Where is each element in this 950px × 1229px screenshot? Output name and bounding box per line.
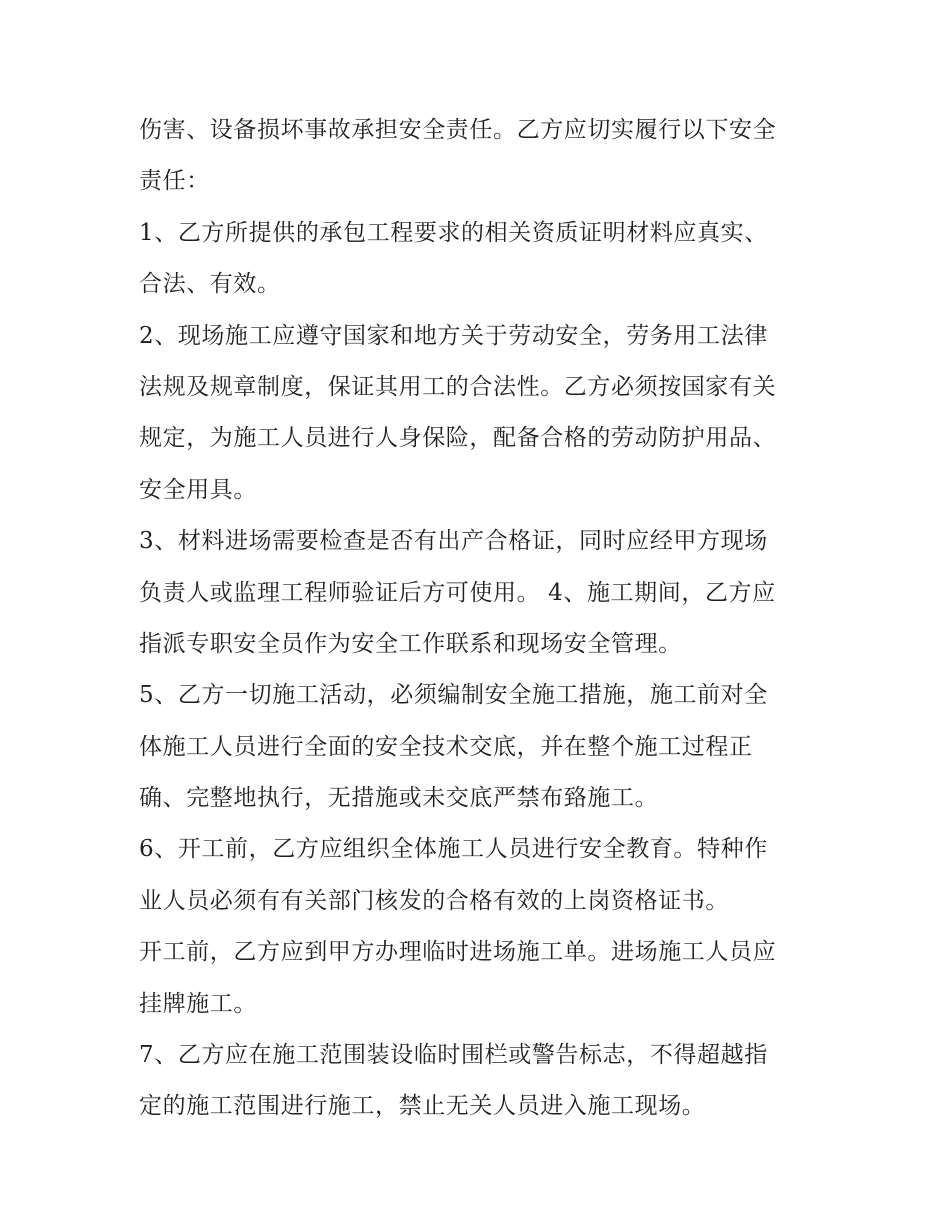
text-line: 7、乙方应在施工范围装设临时围栏或警告标志，不得超越指 <box>139 1042 768 1069</box>
text-line: 3、材料进场需要检查是否有出产合格证，同时应经甲方现场 <box>139 528 768 555</box>
text-line: 开工前，乙方应到甲方办理临时进场施工单。进场施工人员应 <box>139 939 777 966</box>
text-line: 2、现场施工应遵守国家和地方关于劳动安全，劳务用工法律 <box>139 322 768 349</box>
text-line: 指派专职安全员作为安全工作联系和现场安全管理。 <box>139 630 682 657</box>
text-line: 定的施工范围进行施工，禁止无关人员进入施工现场。 <box>139 1093 706 1120</box>
text-line: 伤害、设备损坏事故承担安全责任。乙方应切实履行以下安全 <box>139 117 777 143</box>
text-line: 挂牌施工。 <box>139 990 257 1017</box>
text-line: 规定，为施工人员进行人身保险，配备合格的劳动防护用品、 <box>139 425 777 452</box>
text-line: 体施工人员进行全面的安全技术交底，并在整个施工过程正 <box>139 733 753 760</box>
document-body <box>139 105 829 1133</box>
text-line: 5、乙方一切施工活动，必须编制安全施工措施，施工前对全 <box>139 682 768 709</box>
text-line: 合法、有效。 <box>139 271 281 298</box>
text-line: 负责人或监理工程师验证后方可使用。 4、施工期间，乙方应 <box>139 579 776 606</box>
text-line: 责任： <box>139 168 210 195</box>
text-line: 确、完整地执行，无措施或未交底严禁布臵施工。 <box>139 785 659 812</box>
text-line: 安全用具。 <box>139 476 257 503</box>
text-line: 6、开工前，乙方应组织全体施工人员进行安全教育。特种作 <box>139 836 768 863</box>
text-line: 业人员必须有有关部门核发的合格有效的上岗资格证书。 <box>139 887 729 914</box>
text-line: 法规及规章制度，保证其用工的合法性。乙方必须按国家有关 <box>139 373 777 400</box>
text-line: 1、乙方所提供的承包工程要求的相关资质证明材料应真实、 <box>139 219 768 246</box>
